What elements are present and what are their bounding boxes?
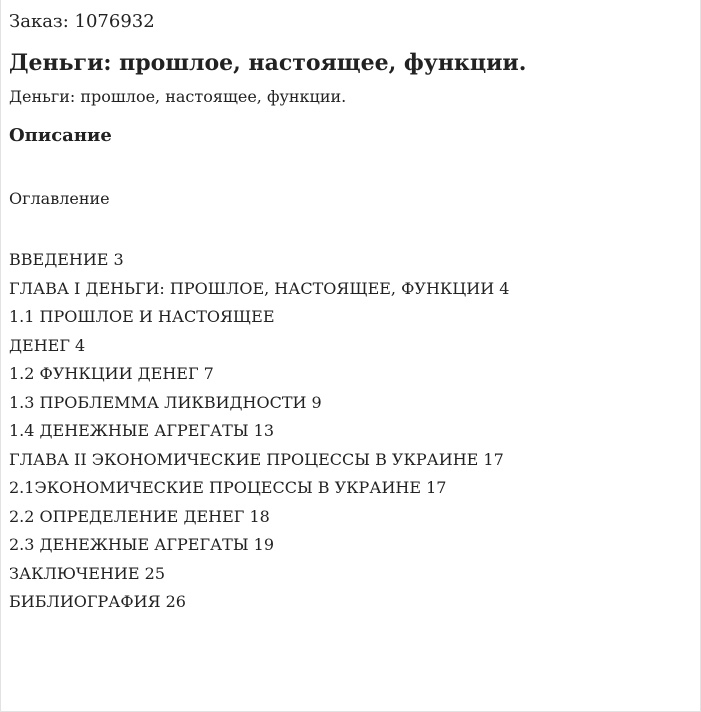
toc-item-2-1: 2.1ЭКОНОМИЧЕСКИЕ ПРОЦЕССЫ В УКРАИНЕ 17 [9,478,447,497]
toc-item-2-3: 2.3 ДЕНЕЖНЫЕ АГРЕГАТЫ 19 [9,535,275,554]
toc-list [9,246,692,617]
toc-item-bibliography: БИБЛИОГРАФИЯ 26 [9,592,186,611]
toc-item-1-2: 1.2 ФУНКЦИИ ДЕНЕГ 7 [9,364,214,383]
page-subtitle: Деньги: прошлое, настоящее, функции. [9,87,347,106]
page-title: Деньги: прошлое, настоящее, функции. [9,50,527,76]
toc-item-chapter-1: ГЛАВА I ДЕНЬГИ: ПРОШЛОЕ, НАСТОЯЩЕЕ, ФУНКЦИИ 4 [9,278,510,298]
toc-item-introduction: ВВЕДЕНИЕ 3 [9,250,124,269]
order-number: Заказ: 1076932 [9,11,155,32]
toc-item-chapter-2: ГЛАВА II ЭКОНОМИЧЕСКИЕ ПРОЦЕССЫ В УКРАИНЕ 17 [9,449,504,469]
toc-item-1-3: 1.3 ПРОБЛЕММА ЛИКВИДНОСТИ 9 [9,392,322,412]
toc-item-1-1: 1.1 ПРОШЛОЕ И НАСТОЯЩЕЕ [9,307,275,326]
description-heading: Описание [9,125,112,146]
description-body [9,188,692,617]
toc-item-conclusion: ЗАКЛЮЧЕНИЕ 25 [9,563,165,583]
toc-heading: Оглавление [9,189,110,208]
toc-item-1-4: 1.4 ДЕНЕЖНЫЕ АГРЕГАТЫ 13 [9,421,275,440]
toc-item-2-2: 2.2 ОПРЕДЕЛЕНИЕ ДЕНЕГ 18 [9,506,270,526]
toc-item-1-1-continued: ДЕНЕГ 4 [9,335,86,355]
